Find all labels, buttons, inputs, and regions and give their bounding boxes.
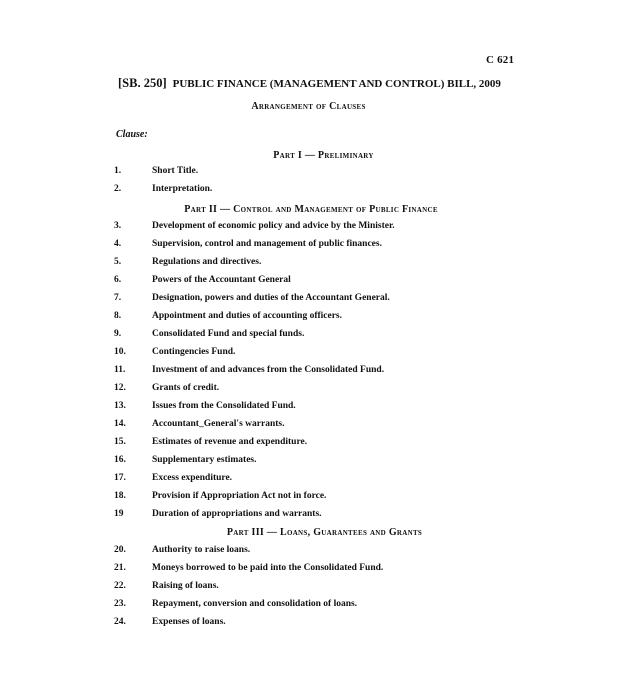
clause-number: 5.: [114, 257, 122, 267]
clause-number: 23.: [114, 599, 126, 609]
clause-title: Excess expenditure.: [152, 473, 233, 483]
clause-row: [0, 491, 617, 505]
page-number: C 621: [486, 54, 515, 66]
clause-title: Moneys borrowed to be paid into the Consolidated Fund.: [152, 563, 384, 573]
clause-title: Development of economic policy and advice by the Minister.: [152, 221, 395, 231]
arrangement-heading-text: Arrangement of Clauses: [251, 101, 366, 112]
part-heading-1: [0, 150, 617, 161]
bill-header: [118, 76, 501, 91]
clause-row: [0, 563, 617, 577]
clause-row: [0, 401, 617, 415]
clause-row: [0, 221, 617, 235]
clause-row: [0, 599, 617, 613]
clause-title: Appointment and duties of accounting officers.: [152, 311, 343, 321]
clause-row: [0, 437, 617, 451]
clause-title: Repayment, conversion and consolidation of loans.: [152, 599, 358, 609]
clause-title: Accountant_General's warrants.: [152, 419, 285, 429]
clause-title: Designation, powers and duties of the Accountant General.: [152, 293, 390, 303]
part-heading-3-text: Part III — Loans, Guarantees and Grants: [226, 527, 423, 538]
clause-title: Authority to raise loans.: [152, 545, 251, 555]
arrangement-heading: [0, 101, 617, 112]
clause-number: 17.: [114, 473, 126, 483]
bill-ref: [SB. 250]: [118, 76, 167, 90]
clause-number: 16.: [114, 455, 126, 465]
clause-row: [0, 545, 617, 559]
clause-number: 3.: [114, 221, 122, 231]
clause-row: [0, 311, 617, 325]
clause-row: [0, 166, 617, 180]
clause-number: 11.: [114, 365, 126, 375]
clause-title: Duration of appropriations and warrants.: [152, 509, 322, 519]
clause-row: [0, 617, 617, 631]
part-heading-2: [0, 204, 617, 215]
clause-row: [0, 293, 617, 307]
clause-number: 20.: [114, 545, 126, 555]
clause-title: Investment of and advances from the Consolidated Fund.: [152, 365, 385, 375]
clause-row: [0, 581, 617, 595]
bill-title: PUBLIC FINANCE (MANAGEMENT AND CONTROL) BILL, 2009: [172, 78, 501, 90]
clause-title: Contingencies Fund.: [152, 347, 236, 357]
clause-row: [0, 509, 617, 523]
clause-title: Regulations and directives.: [152, 257, 262, 267]
clause-row: [0, 329, 617, 343]
clause-title: Supplementary estimates.: [152, 455, 257, 465]
clause-number: 12.: [114, 383, 126, 393]
part-heading-1-text: Part I — Preliminary: [273, 150, 374, 161]
clause-number: 13.: [114, 401, 126, 411]
clause-number: 14.: [114, 419, 126, 429]
clause-number: 15.: [114, 437, 126, 447]
clause-number: 22.: [114, 581, 126, 591]
clause-title: Consolidated Fund and special funds.: [152, 329, 305, 339]
clause-title: Expenses of loans.: [152, 617, 226, 627]
clause-title: Raising of loans.: [152, 581, 219, 591]
clause-row: [0, 184, 617, 198]
clause-row: [0, 419, 617, 433]
part-heading-3: [0, 527, 617, 538]
part-heading-2-text: Part II — Control and Management of Public Finance: [184, 204, 438, 215]
clause-row: [0, 473, 617, 487]
clause-row: [0, 365, 617, 379]
clause-number: 19: [114, 509, 124, 519]
clause-row: [0, 239, 617, 253]
clause-row: [0, 347, 617, 361]
clause-number: 7.: [114, 293, 122, 303]
clause-label: Clause:: [116, 129, 148, 140]
clause-title: Provision if Appropriation Act not in force.: [152, 491, 327, 501]
clause-number: 9.: [114, 329, 122, 339]
clause-row: [0, 383, 617, 397]
clause-row: [0, 275, 617, 289]
clause-title: Grants of credit.: [152, 383, 220, 393]
clause-title: Supervision, control and management of public finances.: [152, 239, 382, 249]
clause-number: 2.: [114, 184, 122, 194]
clause-number: 1.: [114, 166, 122, 176]
clause-title: Powers of the Accountant General: [152, 275, 291, 285]
clause-title: Estimates of revenue and expenditure.: [152, 437, 308, 447]
clause-number: 6.: [114, 275, 122, 285]
clause-number: 21.: [114, 563, 126, 573]
clause-title: Interpretation.: [152, 184, 213, 194]
clause-number: 18.: [114, 491, 126, 501]
clause-number: 24.: [114, 617, 126, 627]
clause-title: Issues from the Consolidated Fund.: [152, 401, 296, 411]
clause-row: [0, 455, 617, 469]
clause-number: 4.: [114, 239, 122, 249]
clause-number: 10.: [114, 347, 126, 357]
clause-number: 8.: [114, 311, 122, 321]
clause-title: Short Title.: [152, 166, 199, 176]
clause-row: [0, 257, 617, 271]
